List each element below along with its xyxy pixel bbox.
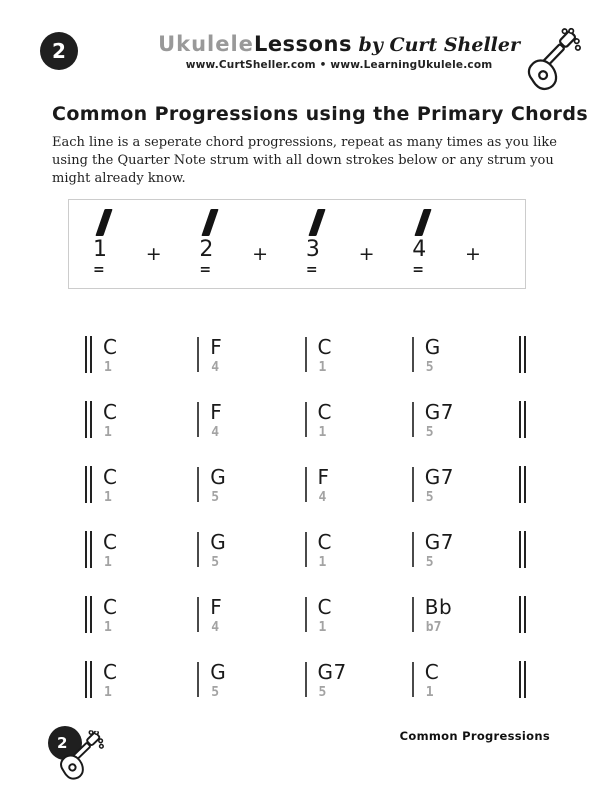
progression-row [85, 531, 526, 581]
strum-slash-icon [95, 209, 112, 236]
strum-panel [68, 199, 526, 289]
chord-degree: b7 [425, 620, 442, 635]
chord-cell [199, 531, 304, 569]
chord-cell [199, 661, 304, 699]
logo-author-text: by Curt Sheller [351, 34, 520, 56]
chord-cell [414, 336, 519, 374]
chord-label: G7 [317, 660, 347, 684]
beat-plus: + [358, 243, 375, 265]
progression-row [85, 401, 526, 451]
chord-degree: 1 [318, 425, 327, 440]
page-number: 2 [52, 39, 66, 63]
chord-cell [307, 596, 412, 634]
beat-plus: + [465, 243, 481, 265]
chord-label: C [317, 400, 332, 424]
chord-cell [307, 661, 412, 699]
chord-label: C [424, 660, 440, 684]
double-barline [519, 466, 526, 503]
downstroke-mark: = [93, 262, 105, 279]
footer-page-number: 2 [57, 734, 68, 752]
chord-label: C [103, 400, 118, 424]
chord-cell [199, 401, 304, 439]
progression-row [85, 661, 526, 711]
chord-degree: 1 [425, 685, 434, 700]
chord-degree: 5 [318, 685, 327, 700]
chord-cell [307, 466, 412, 504]
beat-group [412, 209, 427, 288]
chord-cell [307, 336, 412, 374]
chord-cell [92, 531, 197, 569]
logo [158, 33, 520, 71]
downstroke-mark: = [305, 262, 318, 279]
double-barline [85, 531, 92, 568]
progression-row [85, 336, 526, 386]
intro-text: Each line is a seperate chord progressions, repeat as many times as you like using the Quarter Note strum with all down strokes below or any strum you might already know. [52, 135, 557, 186]
chord-degree: 1 [104, 425, 112, 440]
progression-row [85, 466, 526, 516]
chord-label: G7 [424, 465, 454, 489]
double-barline [519, 336, 526, 373]
chord-degree: 1 [318, 620, 327, 635]
chord-degree: 4 [318, 490, 327, 505]
strum-row [69, 200, 525, 288]
chord-label: G7 [424, 530, 454, 554]
chord-cell [307, 401, 412, 439]
chord-degree: 5 [425, 425, 434, 440]
footer-title: Common Progressions [399, 729, 550, 743]
strum-slash-icon [308, 209, 325, 236]
chord-cell [307, 531, 412, 569]
double-barline [519, 531, 526, 568]
chord-label: C [103, 595, 118, 619]
beat-group [93, 209, 108, 288]
downstroke-mark: = [412, 262, 424, 279]
beat-count: 4 [412, 237, 427, 262]
chord-label: G [424, 335, 441, 359]
chord-degree: 1 [318, 555, 327, 570]
chord-label: F [210, 595, 223, 619]
beat-plus: + [252, 243, 269, 265]
chord-cell [92, 401, 197, 439]
chord-label: G [210, 660, 227, 684]
footer-ukulele-icon [57, 729, 103, 785]
chord-degree: 5 [425, 490, 434, 505]
chord-label: C [103, 465, 118, 489]
chord-cell [414, 596, 519, 634]
double-barline [85, 596, 92, 633]
logo-lessons-text: Lessons [253, 32, 352, 56]
chord-degree: 1 [104, 490, 112, 505]
progressions [85, 336, 526, 726]
chord-degree: 5 [425, 360, 434, 375]
chord-label: Bb [424, 595, 453, 619]
strum-slash-icon [202, 209, 219, 236]
chord-cell [414, 401, 519, 439]
chord-degree: 5 [211, 490, 220, 505]
chord-cell [92, 336, 197, 374]
double-barline [85, 661, 92, 698]
page-title: Common Progressions using the Primary Chords [52, 103, 589, 125]
beat-group [199, 209, 214, 288]
chord-cell [414, 531, 519, 569]
chord-degree: 5 [211, 685, 220, 700]
logo-urls: www.CurtSheller.com • www.LearningUkulele.com [185, 59, 493, 72]
beat-group [306, 209, 321, 288]
chord-label: C [317, 530, 332, 554]
chord-degree: 1 [104, 360, 112, 375]
chord-label: C [103, 660, 118, 684]
beat-count: 3 [305, 237, 320, 262]
chord-cell [199, 336, 304, 374]
logo-ukulele-text: Ukulele [158, 32, 254, 56]
chord-degree: 5 [211, 555, 220, 570]
chord-degree: 1 [104, 620, 112, 635]
chord-label: C [317, 595, 332, 619]
chord-label: F [317, 465, 330, 489]
double-barline [519, 596, 526, 633]
downstroke-mark: = [199, 262, 212, 279]
double-barline [85, 401, 92, 438]
chord-cell [199, 596, 304, 634]
chord-label: G7 [424, 400, 454, 424]
chord-label: C [103, 335, 118, 359]
chord-cell [92, 466, 197, 504]
chord-degree: 4 [211, 425, 220, 440]
logo-title [158, 33, 520, 56]
double-barline [85, 466, 92, 503]
chord-label: C [103, 530, 118, 554]
chord-cell [92, 661, 197, 699]
beat-count: 1 [93, 237, 107, 262]
beat-plus: + [145, 243, 162, 265]
chord-degree: 1 [104, 685, 112, 700]
chord-degree: 4 [211, 620, 220, 635]
double-barline [519, 661, 526, 698]
double-barline [85, 336, 92, 373]
chord-label: G [210, 465, 227, 489]
progression-row [85, 596, 526, 646]
beat-count: 2 [199, 237, 214, 262]
chord-degree: 4 [211, 360, 220, 375]
chord-label: F [210, 400, 223, 424]
chord-label: G [210, 530, 227, 554]
chord-label: F [210, 335, 223, 359]
chord-cell [199, 466, 304, 504]
chord-degree: 1 [318, 360, 327, 375]
chord-cell [414, 466, 519, 504]
chord-degree: 5 [425, 555, 434, 570]
chord-degree: 1 [104, 555, 112, 570]
page-number-badge [40, 32, 78, 70]
strum-slash-icon [415, 209, 432, 236]
chord-cell [414, 661, 519, 699]
double-barline [519, 401, 526, 438]
chord-cell [92, 596, 197, 634]
chord-label: C [317, 335, 332, 359]
ukulele-icon [524, 26, 580, 98]
